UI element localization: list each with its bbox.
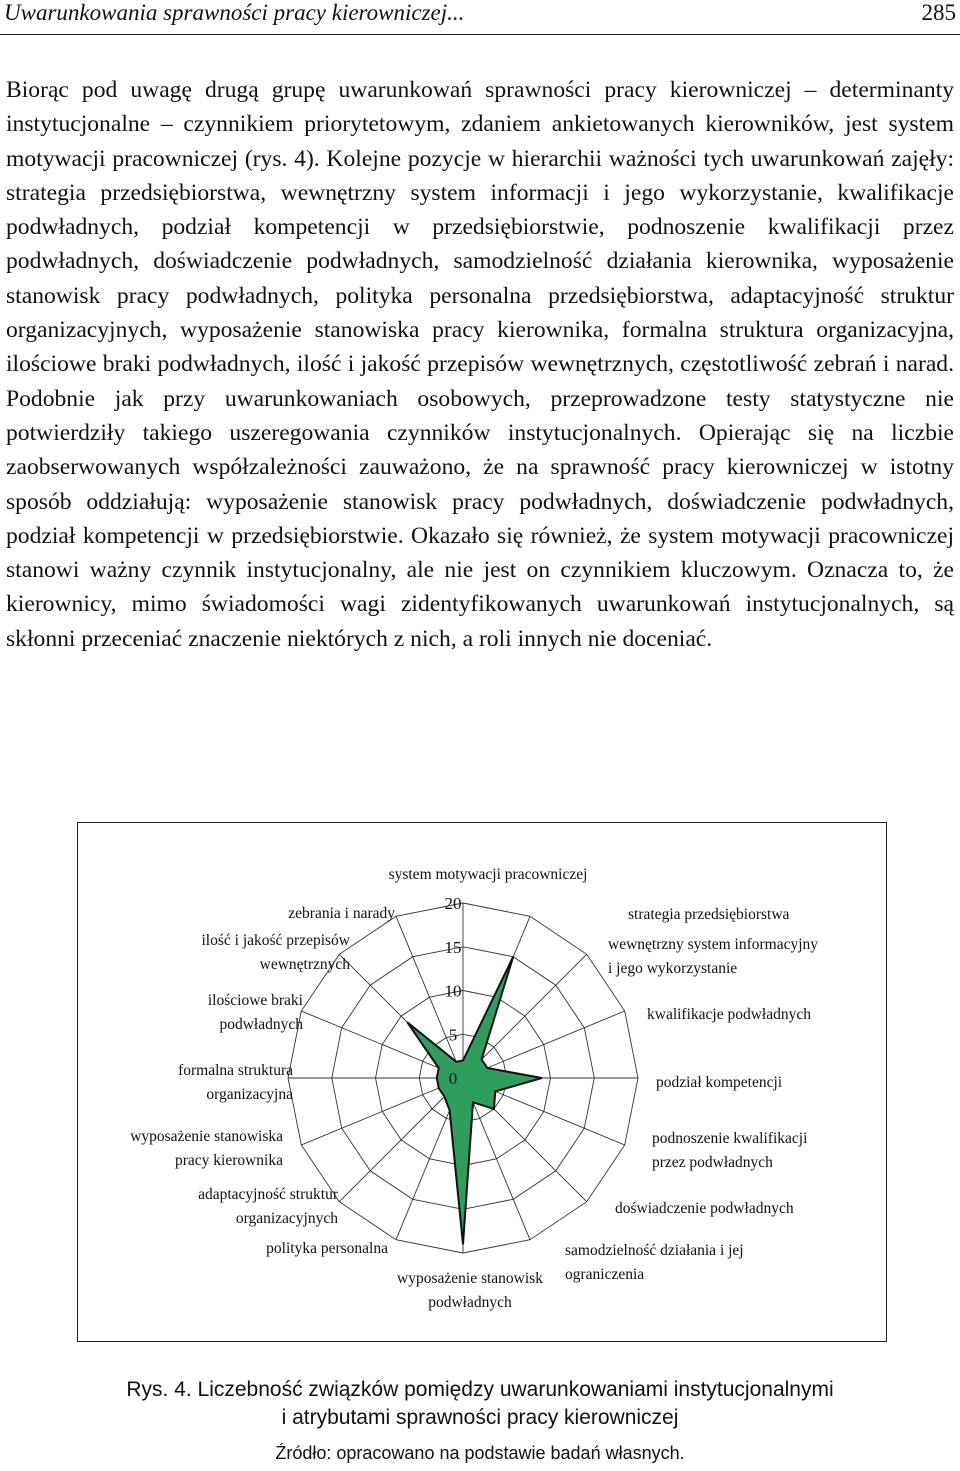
- category-label-line: wewnętrzny system informacyjny: [608, 936, 819, 953]
- body-paragraph: Biorąc pod uwagę drugą grupę uwarunkowań sprawności pracy kierowniczej – determinanty instytucjonalne – czynnikiem priorytetowym, zdaniem ankietowanych kierowników, jest system motywacji pracowniczej (rys. 4). Kolejne pozycje w hierarchii ważności tych uwarunkowań zajęły: strategia przedsiębiorstwa, wewnętrzny system informacji i jego wykorzystanie, kwalifikacje podwładnych, podział kompetencji w przedsiębiorstwie, podnoszenie kwalifikacji przez podwładnych, doświadczenie podwładnych, samodzielność działania kierownika, wyposażenie stanowisk pracy podwładnych, polityka personalna przedsiębiorstwa, adaptacyjność struktur organizacyjnych, wyposażenie stanowiska pracy kierownika, formalna struktura organizacyjna, ilościowe braki podwładnych, ilość i jakość przepisów wewnętrznych, częstotliwość zebrań i narad. Podobnie jak przy uwarunkowaniach osobowych, przeprowadzone testy statystyczne nie potwierdziły takiego uszeregowania czynników instytucjonalnych. Opierając się na liczbie zaobserwowanych współzależności zauważono, że na sprawność pracy kierowniczej w istotny sposób oddziałują: wyposażenie stanowisk pracy podwładnych, doświadczenie podwładnych, podział kompetencji w przedsiębiorstwie. Okazało się również, że system motywacji pracowniczej stanowi ważny czynnik instytucjonalny, ale nie jest on czynnikiem kluczowym. Oznacza to, że kierownicy, mimo świadomości wagi zidentyfikowanych uwarunkowań instytucjonalnych, są skłonni przeceniać znaczenie niektórych z nich, a roli innych nie doceniać.: [6, 77, 954, 652]
- category-label-line: system motywacji pracowniczej: [388, 866, 588, 883]
- category-label-line: pracy kierownika: [174, 1152, 283, 1169]
- category-label-line: wyposażenie stanowisk: [397, 1270, 543, 1287]
- page-number: 285: [921, 0, 956, 25]
- category-label-line: ilość i jakość przepisów: [201, 932, 350, 949]
- category-label-line: podwładnych: [219, 1016, 303, 1033]
- category-label-line: ilościowe braki: [207, 992, 303, 1009]
- caption-line-2: i atrybutami sprawności pracy kierowniczej: [281, 1406, 679, 1429]
- category-label: [608, 936, 818, 977]
- category-label: [201, 932, 350, 973]
- category-label-line: doświadczenie podwładnych: [615, 1200, 794, 1217]
- figure-caption: [0, 1376, 960, 1432]
- radial-tick-label: 20: [444, 894, 462, 913]
- category-label: [178, 1062, 293, 1103]
- category-label-line: wewnętrznych: [259, 956, 350, 973]
- radar-chart: [78, 823, 888, 1343]
- running-title: Uwarunkowania sprawności pracy kierowniczej...: [4, 0, 465, 25]
- category-label-line: i jego wykorzystanie: [608, 960, 738, 977]
- category-label-line: wyposażenie stanowiska: [130, 1128, 283, 1145]
- category-label-line: adaptacyjność struktur: [198, 1186, 338, 1203]
- radial-tick-label: 10: [444, 981, 462, 1001]
- category-label: [288, 905, 395, 922]
- category-label: [208, 992, 304, 1033]
- category-label: [198, 1186, 339, 1227]
- category-label-line: ograniczenia: [565, 1266, 645, 1283]
- category-label: [647, 1006, 811, 1023]
- radial-tick-label: 0: [448, 1069, 458, 1088]
- figure-frame: [77, 822, 887, 1342]
- category-label-line: zebrania i narady: [288, 905, 395, 922]
- category-label: [656, 1074, 783, 1091]
- category-label: [565, 1242, 744, 1283]
- category-label: [389, 866, 588, 883]
- radial-tick-label: 15: [444, 937, 462, 957]
- category-label-line: polityka personalna: [266, 1240, 388, 1257]
- running-header: [0, 0, 960, 35]
- category-label: [397, 1270, 543, 1311]
- figure-source: Źródło: opracowano na podstawie badań własnych.: [275, 1443, 685, 1463]
- category-label-line: podnoszenie kwalifikacji: [652, 1130, 808, 1147]
- category-label-line: podział kompetencji: [656, 1074, 783, 1091]
- series-polygon: [407, 957, 542, 1245]
- category-label-line: strategia przedsiębiorstwa: [628, 906, 790, 923]
- category-label: [266, 1240, 388, 1257]
- category-label: [615, 1200, 794, 1217]
- category-label-line: samodzielność działania i jej: [565, 1242, 744, 1259]
- category-label-line: przez podwładnych: [652, 1154, 773, 1171]
- caption-line-1: Rys. 4. Liczebność związków pomiędzy uwarunkowaniami instytucjonalnymi: [126, 1378, 834, 1401]
- category-label: [628, 906, 790, 923]
- category-label-line: formalna struktura: [178, 1062, 293, 1079]
- radar-series: [407, 957, 542, 1245]
- radial-tick-label: 5: [448, 1025, 458, 1045]
- category-label-line: organizacyjnych: [235, 1210, 338, 1227]
- category-label-line: organizacyjna: [206, 1086, 293, 1103]
- category-label-line: kwalifikacje podwładnych: [647, 1006, 811, 1023]
- category-label-line: podwładnych: [428, 1294, 512, 1311]
- category-label: [130, 1128, 283, 1169]
- category-label: [652, 1130, 808, 1171]
